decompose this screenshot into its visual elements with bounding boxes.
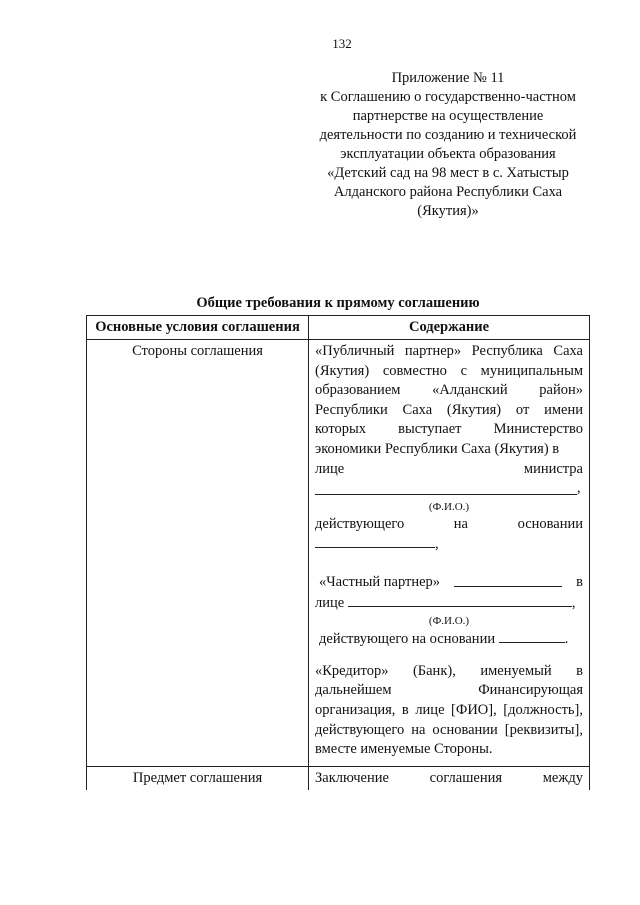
minister-word: министра bbox=[523, 460, 583, 477]
private-fio-caption: (Ф.И.О.) bbox=[428, 615, 470, 628]
appendix-line: Алданского района Республики Саха bbox=[333, 184, 563, 200]
acting-line bbox=[315, 515, 583, 535]
creditor-text: «Кредитор» (Банк), именуемый в дальнейшем Финансирующая организация, в лице [ФИО], [должность], действующего на основании [реквизиты], вместе именуемые Стороны. bbox=[315, 662, 583, 758]
row-content-subject: Заключение соглашения между bbox=[309, 766, 590, 790]
private-face-word: лице bbox=[315, 594, 345, 611]
basis-word: основании bbox=[517, 515, 584, 532]
table-title: Общие требования к прямому соглашению bbox=[196, 295, 480, 311]
appendix-line: деятельности по созданию и технической bbox=[319, 127, 577, 143]
column-header-content: Содержание bbox=[309, 316, 590, 340]
table-row bbox=[87, 340, 590, 767]
private-face-blank bbox=[348, 593, 572, 607]
appendix-line: (Якутия)» bbox=[417, 203, 479, 219]
appendix-line: партнерстве на осуществление bbox=[352, 108, 544, 124]
fio-caption: (Ф.И.О.) bbox=[428, 500, 470, 513]
row-label-parties: Стороны соглашения bbox=[87, 340, 309, 767]
on-word: на bbox=[453, 515, 468, 532]
fio-comma: , bbox=[577, 480, 581, 497]
basis-blank bbox=[315, 534, 435, 548]
basis-blank-line bbox=[315, 534, 583, 555]
row-content-parties bbox=[309, 340, 590, 767]
private-face-comma: , bbox=[571, 594, 576, 611]
private-acting-blank bbox=[499, 629, 565, 643]
private-acting-period: . bbox=[564, 631, 569, 648]
appendix-line: Приложение № 11 bbox=[391, 70, 505, 86]
table-row bbox=[87, 766, 590, 790]
fio-blank-line bbox=[315, 479, 583, 499]
row-label-subject: Предмет соглашения bbox=[87, 766, 309, 790]
private-face-line bbox=[315, 593, 583, 614]
private-in-word: в bbox=[576, 573, 583, 590]
page-number: 132 bbox=[332, 36, 352, 51]
basis-comma: , bbox=[435, 536, 439, 553]
private-partner-label: «Частный партнер» bbox=[319, 573, 441, 590]
appendix-line: к Соглашению о государственно-частном bbox=[320, 89, 576, 105]
appendix-line: эксплуатации объекта образования bbox=[340, 146, 556, 162]
public-partner-face-line bbox=[315, 460, 583, 480]
acting-word: действующего bbox=[315, 515, 405, 532]
appendix-header bbox=[308, 69, 588, 221]
appendix-line: «Детский сад на 98 мест в с. Хатыстыр bbox=[327, 165, 569, 181]
requirements-table bbox=[86, 315, 590, 790]
fio-blank bbox=[315, 494, 577, 495]
public-partner-text: «Публичный партнер» Республика Саха (Якутия) совместно с муниципальным образованием «Алданский район» Республики Саха (Якутия) от имени которых выступает Министерство экономики Республики Саха (Якутия) в bbox=[315, 343, 583, 457]
table-header-row bbox=[87, 316, 590, 340]
private-partner-line bbox=[315, 573, 583, 593]
private-acting-text: действующего на основании bbox=[319, 631, 496, 648]
private-acting-line bbox=[315, 629, 583, 650]
face-word: лице bbox=[315, 460, 345, 477]
column-header-conditions: Основные условия соглашения bbox=[87, 316, 309, 340]
private-partner-blank bbox=[454, 573, 562, 587]
